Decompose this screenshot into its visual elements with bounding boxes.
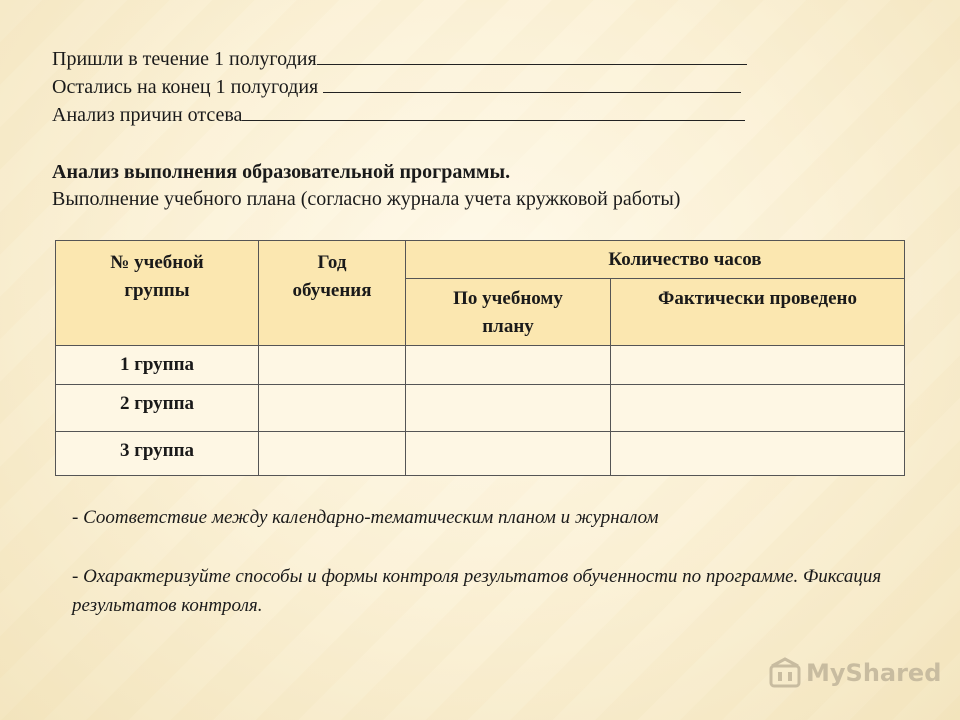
row-group-label: 3 группа <box>56 432 259 476</box>
watermark <box>768 656 941 690</box>
line-analysis-blank[interactable] <box>242 102 745 121</box>
row-plan-cell[interactable] <box>406 346 611 385</box>
line-remained-label: Остались на конец 1 полугодия <box>52 76 324 98</box>
row-plan-cell[interactable] <box>406 432 611 476</box>
row-plan-cell[interactable] <box>406 385 611 432</box>
line-remained <box>52 74 741 99</box>
row-actual-cell[interactable] <box>611 385 905 432</box>
table-row <box>56 432 905 476</box>
header-hours <box>406 241 905 279</box>
table-row <box>56 385 905 432</box>
row-group-label: 2 группа <box>56 385 259 432</box>
row-year-cell[interactable] <box>259 346 406 385</box>
row-group-label: 1 группа <box>56 346 259 385</box>
header-actual <box>611 279 905 346</box>
header-by-plan <box>406 279 611 346</box>
line-came-blank[interactable] <box>317 46 747 65</box>
line-remained-blank[interactable] <box>323 74 741 93</box>
row-year-cell[interactable] <box>259 432 406 476</box>
row-actual-cell[interactable] <box>611 346 905 385</box>
header-year <box>259 241 406 346</box>
row-actual-cell[interactable] <box>611 432 905 476</box>
note-control: - Охарактеризуйте способы и формы контроля результатов обученности по программе. Фиксация результатов контроля. <box>72 566 882 616</box>
header-year-text: Год обучения <box>292 252 372 301</box>
header-hours-text: Количество часов <box>608 248 762 270</box>
line-came <box>52 46 747 71</box>
watermark-text: MyShared <box>806 659 942 687</box>
line-analysis <box>52 102 745 127</box>
section-title: Анализ выполнения образовательной программы. <box>52 161 511 183</box>
plan-table <box>55 240 905 476</box>
line-came-label: Пришли в течение 1 полугодия <box>52 48 317 70</box>
note-correspondence: - Соответствие между календарно-тематическим планом и журналом <box>72 507 659 528</box>
mortarboard-icon <box>768 656 802 690</box>
header-group-no-text: № учебной группы <box>110 252 204 301</box>
line-analysis-label: Анализ причин отсева <box>52 104 243 126</box>
table-row <box>56 346 905 385</box>
section-subtitle: Выполнение учебного плана (согласно журнала учета кружковой работы) <box>52 188 681 210</box>
header-by-plan-text: По учебному плану <box>453 288 563 337</box>
row-year-cell[interactable] <box>259 385 406 432</box>
header-actual-text: Фактически проведено <box>658 288 857 309</box>
header-group-no <box>56 241 259 346</box>
